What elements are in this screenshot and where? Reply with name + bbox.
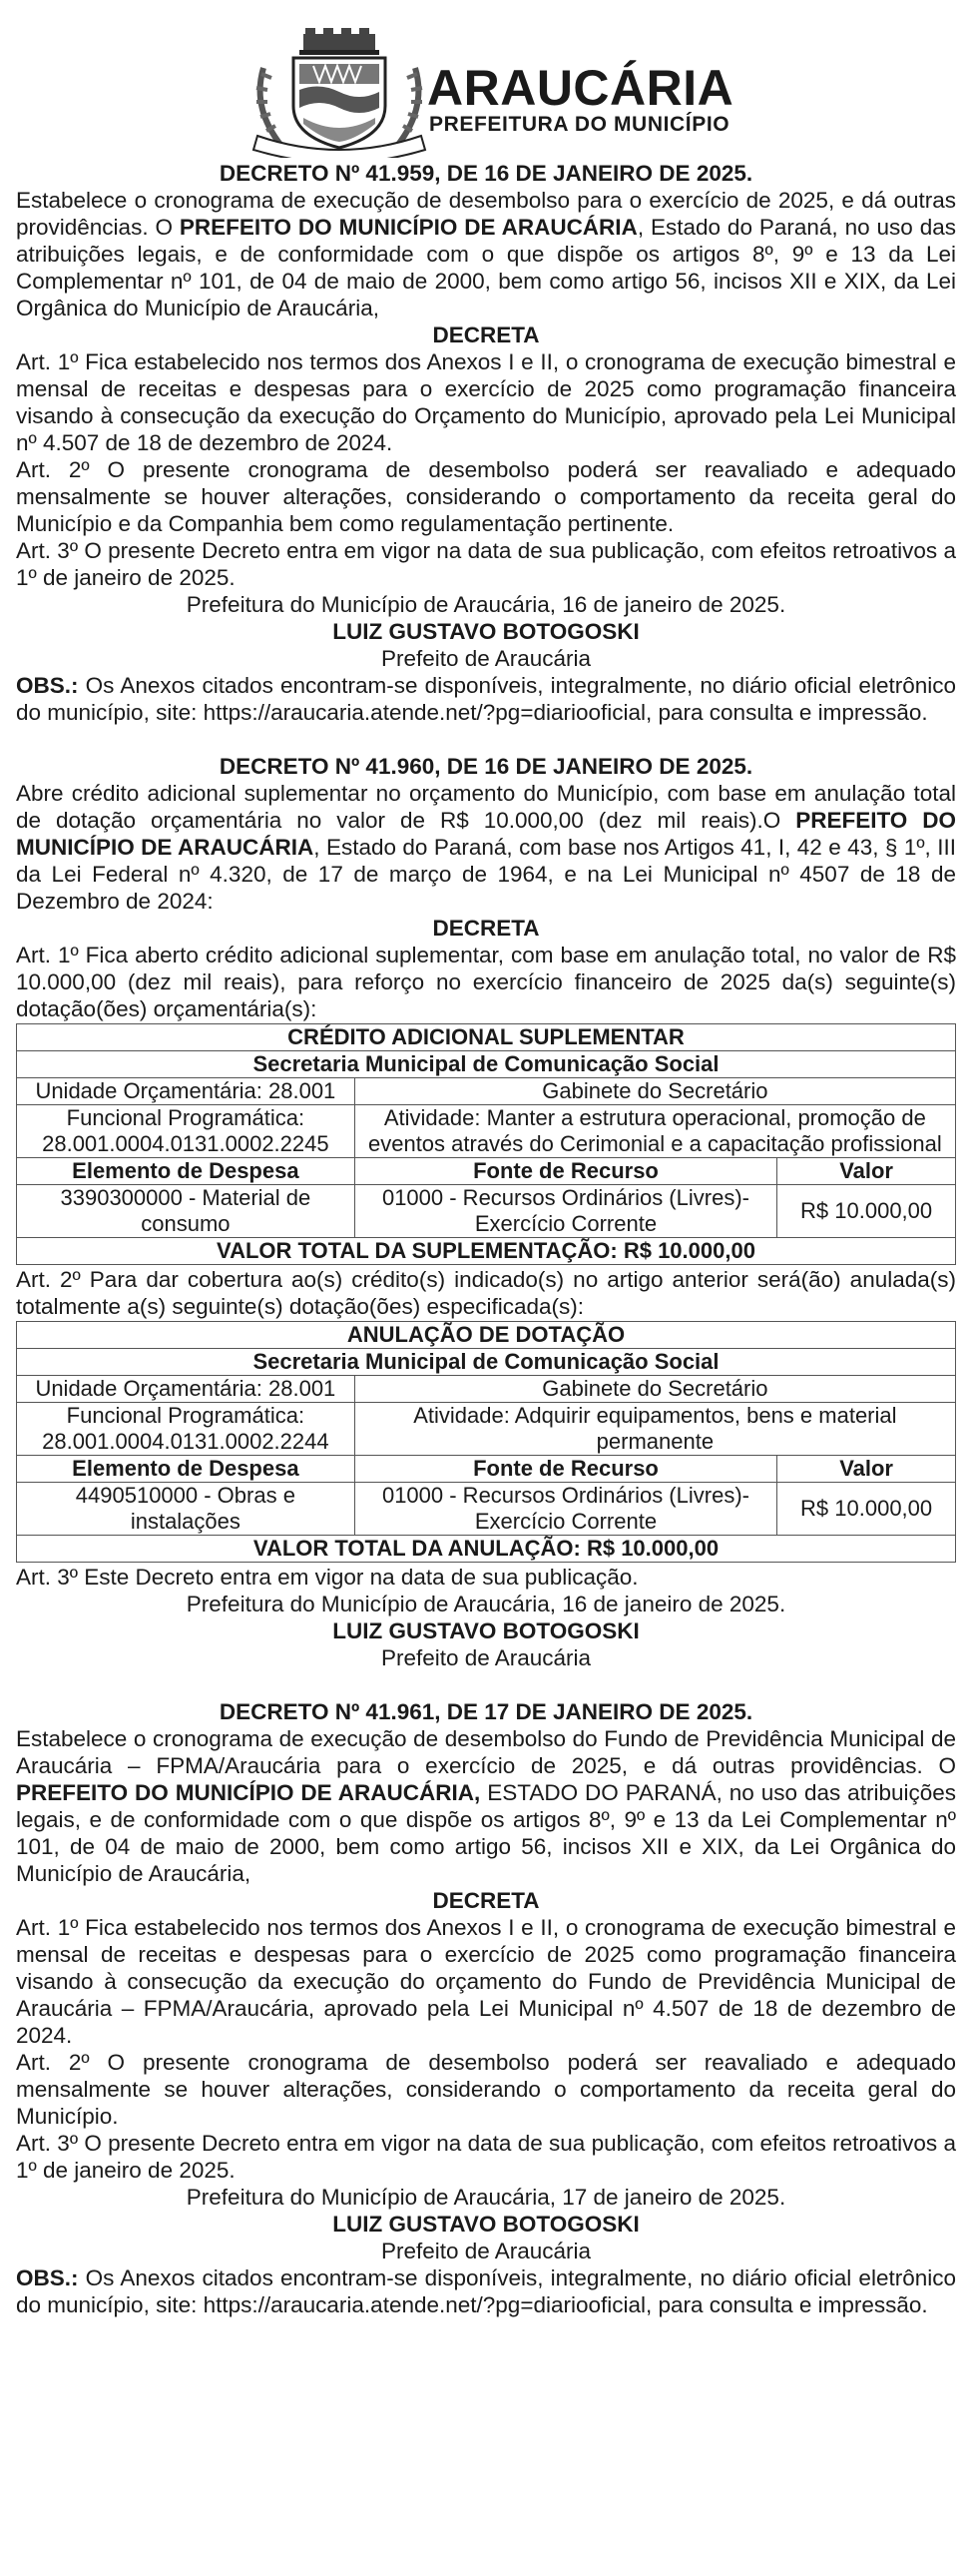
obs-note bbox=[16, 672, 956, 726]
decree-ementa: Abre crédito adicional suplementar no orçamento do Município, com base em anulação total de dotação orçamentária no valor de R$ 10.000,00 (dez mil reais).O bbox=[16, 781, 956, 833]
funcional-programatica: Funcional Programática: 28.001.0004.0131.0002.2244 bbox=[17, 1403, 355, 1456]
fonte-recurso: 01000 - Recursos Ordinários (Livres)- Exercício Corrente bbox=[354, 1185, 776, 1238]
valor: R$ 10.000,00 bbox=[777, 1483, 956, 1536]
brand bbox=[427, 62, 733, 136]
col-fonte-header: Fonte de Recurso bbox=[354, 1456, 776, 1483]
col-valor-header: Valor bbox=[777, 1456, 956, 1483]
signer-name: LUIZ GUSTAVO BOTOGOSKI bbox=[332, 1618, 640, 1643]
col-fonte-header: Fonte de Recurso bbox=[354, 1158, 776, 1185]
table-secretaria: Secretaria Municipal de Comunicação Social bbox=[17, 1051, 956, 1078]
credit-supplement-table bbox=[16, 1023, 956, 1265]
decree-title: DECRETO Nº 41.960, DE 16 DE JANEIRO DE 2025. bbox=[219, 754, 753, 779]
signer-role: Prefeito de Araucária bbox=[380, 1645, 592, 1670]
article-3: Art. 3º Este Decreto entra em vigor na data de sua publicação. bbox=[16, 1565, 639, 1590]
annulment-table bbox=[16, 1321, 956, 1563]
atividade: Atividade: Adquirir equipamentos, bens e material permanente bbox=[354, 1403, 955, 1456]
decree-preamble bbox=[16, 1725, 956, 1887]
obs-label: OBS.: bbox=[16, 2265, 79, 2290]
article-2: Art. 2º O presente cronograma de desembolso poderá ser reavaliado e adequado mensalmente se houver alterações, considerando o comportamento da receita geral do Município e da Companhia bem como regulamentação pertinente. bbox=[16, 457, 956, 536]
col-elemento-header: Elemento de Despesa bbox=[17, 1158, 355, 1185]
decreta-heading: DECRETA bbox=[432, 322, 540, 347]
decree-preamble bbox=[16, 187, 956, 322]
decree-41961 bbox=[16, 1698, 956, 2318]
valor: R$ 10.000,00 bbox=[777, 1185, 956, 1238]
preamble-connector: O bbox=[148, 215, 180, 240]
decree-41959 bbox=[16, 160, 956, 726]
table-heading: ANULAÇÃO DE DOTAÇÃO bbox=[17, 1322, 956, 1349]
place-date: Prefeitura do Município de Araucária, 16 de janeiro de 2025. bbox=[186, 592, 786, 617]
article-1: Art. 1º Fica estabelecido nos termos dos Anexos I e II, o cronograma de execução bimestral e mensal de receitas e despesas para o exercício de 2025 como programação financeira visando à consecução da execução do orçamento do Fundo de Previdência Municipal de Araucária – FPMA/Araucária, aprovado pela Lei Municipal nº 4.507 de 18 de dezembro de 2024. bbox=[16, 1915, 956, 2048]
col-valor-header: Valor bbox=[777, 1158, 956, 1185]
preamble-connector: O bbox=[922, 1753, 956, 1778]
article-3: Art. 3º O presente Decreto entra em vigor na data de sua publicação, com efeitos retroativos a 1º de janeiro de 2025. bbox=[16, 2131, 956, 2183]
prefeito-heading: PREFEITO DO MUNICÍPIO DE ARAUCÁRIA bbox=[16, 808, 957, 860]
header bbox=[16, 0, 956, 160]
article-1: Art. 1º Fica aberto crédito adicional suplementar, com base em anulação total, no valor de R$ 10.000,00 (dez mil reais), para reforço no exercício financeiro de 2025 da(s) seguinte(s) dotação(ões) orçamentária(s): bbox=[16, 943, 956, 1021]
signer-name: LUIZ GUSTAVO BOTOGOSKI bbox=[332, 619, 640, 644]
article-3: Art. 3º O presente Decreto entra em vigor na data de sua publicação, com efeitos retroativos a 1º de janeiro de 2025. bbox=[16, 538, 956, 590]
obs-text: Os Anexos citados encontram-se disponíveis, integralmente, no diário oficial eletrônico do município, site: https://araucaria.atende.net/?pg=diariooficial, para consulta e impressão. bbox=[16, 2265, 956, 2317]
brand-name: ARAUCÁRIA bbox=[427, 60, 734, 116]
preamble-text: , Estado do Paraná, com base nos Artigos 41, I, 42 e 43, § 1º, III da Lei Federal nº 4.320, de 17 de março de 1964, e na Lei Municipal nº 4507 de 18 de Dezembro de 2024: bbox=[16, 835, 956, 914]
signer-name: LUIZ GUSTAVO BOTOGOSKI bbox=[332, 2212, 640, 2237]
brand-subtitle: PREFEITURA DO MUNICÍPIO bbox=[429, 113, 730, 136]
signer-role: Prefeito de Araucária bbox=[380, 646, 592, 671]
table-secretaria: Secretaria Municipal de Comunicação Social bbox=[17, 1349, 956, 1376]
valor-total: VALOR TOTAL DA SUPLEMENTAÇÃO: R$ 10.000,00 bbox=[17, 1238, 956, 1265]
decreta-heading: DECRETA bbox=[432, 916, 540, 941]
decree-title: DECRETO Nº 41.961, DE 17 DE JANEIRO DE 2025. bbox=[219, 1699, 753, 1724]
preamble-text: ESTADO DO PARANÁ, no uso das atribuições legais, e de conformidade com o que dispõe os artigos 8º, 9º e 13 da Lei Complementar nº 101, de 04 de maio de 2000, bem como artigo 56, incisos XII e XIX, da Lei Orgânica do Município de Araucária, bbox=[16, 1780, 956, 1886]
decree-preamble bbox=[16, 780, 956, 915]
unidade-nome: Gabinete do Secretário bbox=[354, 1376, 955, 1403]
article-1: Art. 1º Fica estabelecido nos termos dos Anexos I e II, o cronograma de execução bimestral e mensal de receitas e despesas para o exercício de 2025 como programação financeira visando à consecução da execução do Orçamento do Município, aprovado pela Lei Municipal nº 4.507 de 18 de dezembro de 2024. bbox=[16, 349, 956, 455]
preamble-text: , Estado do Paraná, no uso das atribuições legais, e de conformidade com o que dispõe os artigos 8º, 9º e 13 da Lei Complementar nº 101, de 04 de maio de 2000, bem como artigo 56, incisos XII e XIX, da Lei Orgânica do Município de Araucária, bbox=[16, 215, 956, 321]
obs-label: OBS.: bbox=[16, 673, 79, 698]
atividade: Atividade: Manter a estrutura operacional, promoção de eventos através do Cerimonial e a capacitação profissional bbox=[354, 1105, 955, 1158]
article-2: Art. 2º Para dar cobertura ao(s) crédito(s) indicado(s) no artigo anterior será(ão) anulada(s) totalmente a(s) seguinte(s) dotação(ões) especificada(s): bbox=[16, 1267, 956, 1319]
prefeito-heading: PREFEITO DO MUNICÍPIO DE ARAUCÁRIA, bbox=[16, 1780, 481, 1805]
decree-41960 bbox=[16, 753, 956, 1671]
unidade-nome: Gabinete do Secretário bbox=[354, 1078, 955, 1105]
place-date: Prefeitura do Município de Araucária, 17 de janeiro de 2025. bbox=[186, 2185, 786, 2210]
decree-ementa: Estabelece o cronograma de execução de desembolso para o exercício de 2025, e dá outras providências. bbox=[16, 188, 956, 240]
valor-total: VALOR TOTAL DA ANULAÇÃO: R$ 10.000,00 bbox=[17, 1536, 956, 1563]
unidade-orcamentaria: Unidade Orçamentária: 28.001 bbox=[17, 1078, 355, 1105]
unidade-orcamentaria: Unidade Orçamentária: 28.001 bbox=[17, 1376, 355, 1403]
table-heading: CRÉDITO ADICIONAL SUPLEMENTAR bbox=[17, 1024, 956, 1051]
coat-of-arms-logo bbox=[243, 28, 435, 158]
signer-role: Prefeito de Araucária bbox=[380, 2239, 592, 2263]
elemento-despesa: 3390300000 - Material de consumo bbox=[17, 1185, 355, 1238]
decreta-heading: DECRETA bbox=[432, 1888, 540, 1913]
obs-text: Os Anexos citados encontram-se disponíveis, integralmente, no diário oficial eletrônico do município, site: https://araucaria.atende.net/?pg=diariooficial, para consulta e impressão. bbox=[16, 673, 956, 725]
obs-note bbox=[16, 2264, 956, 2318]
document-page bbox=[16, 0, 956, 2318]
article-2: Art. 2º O presente cronograma de desembolso poderá ser reavaliado e adequado mensalmente se houver alterações, considerando o comportamento da receita geral do Município. bbox=[16, 2050, 956, 2129]
decree-ementa: Estabelece o cronograma de execução de desembolso do Fundo de Previdência Municipal de Araucária – FPMA/Araucária para o exercício de 2025, e dá outras providências. bbox=[16, 1726, 956, 1778]
col-elemento-header: Elemento de Despesa bbox=[17, 1456, 355, 1483]
decree-title: DECRETO Nº 41.959, DE 16 DE JANEIRO DE 2025. bbox=[219, 161, 753, 186]
prefeito-heading: PREFEITO DO MUNICÍPIO DE ARAUCÁRIA bbox=[179, 215, 638, 240]
place-date: Prefeitura do Município de Araucária, 16 de janeiro de 2025. bbox=[186, 1592, 786, 1616]
fonte-recurso: 01000 - Recursos Ordinários (Livres)- Exercício Corrente bbox=[354, 1483, 776, 1536]
elemento-despesa: 4490510000 - Obras e instalações bbox=[17, 1483, 355, 1536]
funcional-programatica: Funcional Programática: 28.001.0004.0131.0002.2245 bbox=[17, 1105, 355, 1158]
